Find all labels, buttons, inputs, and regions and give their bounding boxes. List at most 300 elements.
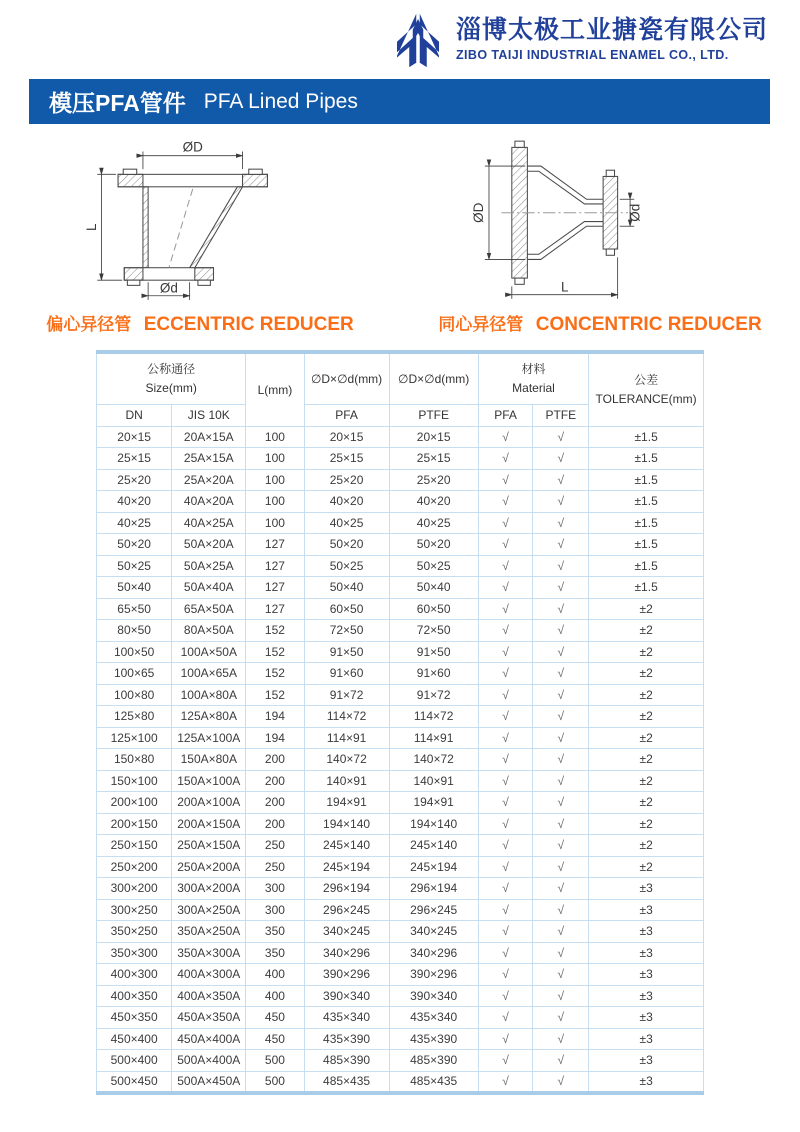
cell-ptfe-dim: 50×20 [389,534,478,556]
table-row [97,727,704,749]
header-sub-pfa-dim: PFA [304,404,389,426]
cell-tolerance: ±3 [589,878,704,900]
cell-ptfe-dim: 245×194 [389,856,478,878]
cell-dn: 400×350 [97,985,172,1007]
header-tolerance-en: TOLERANCE(mm) [595,391,697,406]
cell-dn: 500×450 [97,1071,172,1093]
cell-ptfe-check: √ [533,641,589,663]
cell-pfa-dim: 390×296 [304,964,389,986]
cell-pfa-check: √ [478,684,533,706]
cell-l: 450 [246,1028,304,1050]
header-sub-ptfe-mat: PTFE [533,404,589,426]
cell-ptfe-dim: 91×72 [389,684,478,706]
cell-dn: 80×50 [97,620,172,642]
cell-dn: 125×80 [97,706,172,728]
cell-pfa-dim: 20×15 [304,426,389,448]
cell-l: 194 [246,727,304,749]
cell-jis: 500A×450A [172,1071,246,1093]
cell-ptfe-check: √ [533,1028,589,1050]
cell-ptfe-check: √ [533,835,589,857]
cell-tolerance: ±2 [589,663,704,685]
cell-ptfe-check: √ [533,469,589,491]
cell-ptfe-check: √ [533,706,589,728]
cell-l: 100 [246,491,304,513]
cell-pfa-check: √ [478,856,533,878]
cell-pfa-check: √ [478,1050,533,1072]
cell-tolerance: ±2 [589,856,704,878]
cell-ptfe-check: √ [533,727,589,749]
cell-ptfe-dim: 91×60 [389,663,478,685]
cell-l: 350 [246,921,304,943]
cell-tolerance: ±2 [589,727,704,749]
cell-tolerance: ±1.5 [589,469,704,491]
cell-ptfe-check: √ [533,534,589,556]
cell-jis: 100A×65A [172,663,246,685]
cell-dn: 25×15 [97,448,172,470]
cell-dn: 250×150 [97,835,172,857]
cell-dn: 50×20 [97,534,172,556]
cell-pfa-dim: 194×91 [304,792,389,814]
cell-tolerance: ±1.5 [589,512,704,534]
cell-dn: 350×250 [97,921,172,943]
eccentric-dim-label-OD: ØD [182,139,203,155]
cell-tolerance: ±3 [589,985,704,1007]
cell-jis: 300A×250A [172,899,246,921]
cell-ptfe-dim: 60×50 [389,598,478,620]
concentric-dim-label-Od: Ød [627,203,643,222]
eccentric-caption [0,310,400,336]
table-row [97,749,704,771]
cell-tolerance: ±2 [589,749,704,771]
cell-jis: 50A×40A [172,577,246,599]
cell-pfa-check: √ [478,878,533,900]
cell-jis: 150A×80A [172,749,246,771]
concentric-dim-label-OD: ØD [470,202,486,223]
cell-jis: 50A×20A [172,534,246,556]
table-row [97,555,704,577]
concentric-caption-en: CONCENTRIC REDUCER [535,314,762,335]
taiji-peak-logo-icon [390,12,446,68]
cell-ptfe-dim: 194×91 [389,792,478,814]
table-row [97,491,704,513]
table-row [97,448,704,470]
cell-pfa-dim: 296×245 [304,899,389,921]
cell-ptfe-dim: 72×50 [389,620,478,642]
cell-tolerance: ±2 [589,706,704,728]
cell-ptfe-check: √ [533,491,589,513]
cell-l: 152 [246,684,304,706]
cell-dn: 50×25 [97,555,172,577]
cell-tolerance: ±2 [589,835,704,857]
cell-pfa-check: √ [478,706,533,728]
table-row [97,942,704,964]
cell-l: 350 [246,942,304,964]
company-name-en: ZIBO TAIJI INDUSTRIAL ENAMEL CO., LTD. [455,47,729,62]
cell-l: 152 [246,663,304,685]
header-size-group [97,352,246,404]
cell-pfa-dim: 485×435 [304,1071,389,1093]
cell-jis: 250A×200A [172,856,246,878]
drawings-row [0,134,800,306]
cell-tolerance: ±3 [589,899,704,921]
eccentric-dim-label-L: L [84,223,100,232]
size-table [96,350,704,1095]
cell-jis: 50A×25A [172,555,246,577]
cell-ptfe-check: √ [533,942,589,964]
cell-dn: 400×300 [97,964,172,986]
cell-dn: 100×80 [97,684,172,706]
cell-jis: 100A×50A [172,641,246,663]
eccentric-reducer-drawing [0,134,400,306]
cell-ptfe-dim: 390×340 [389,985,478,1007]
cell-pfa-check: √ [478,1028,533,1050]
table-row [97,921,704,943]
table-row [97,1007,704,1029]
cell-pfa-dim: 140×91 [304,770,389,792]
concentric-caption-cn: 同心异径管 [438,315,524,334]
cell-tolerance: ±1.5 [589,491,704,513]
cell-l: 200 [246,770,304,792]
cell-dn: 250×200 [97,856,172,878]
eccentric-caption-en: ECCENTRIC REDUCER [143,314,354,335]
cell-l: 127 [246,534,304,556]
table-row [97,813,704,835]
cell-pfa-check: √ [478,663,533,685]
cell-ptfe-check: √ [533,985,589,1007]
table-row [97,1071,704,1093]
cell-ptfe-check: √ [533,555,589,577]
cell-l: 450 [246,1007,304,1029]
cell-pfa-check: √ [478,813,533,835]
cell-pfa-check: √ [478,985,533,1007]
cell-ptfe-check: √ [533,770,589,792]
header-size-en: Size(mm) [145,380,197,395]
cell-dn: 65×50 [97,598,172,620]
cell-jis: 65A×50A [172,598,246,620]
cell-pfa-check: √ [478,469,533,491]
cell-ptfe-check: √ [533,1050,589,1072]
cell-pfa-dim: 91×72 [304,684,389,706]
cell-l: 127 [246,598,304,620]
cell-jis: 200A×150A [172,813,246,835]
cell-dn: 150×100 [97,770,172,792]
header-size-cn: 公称通径 [147,362,196,377]
cell-pfa-check: √ [478,770,533,792]
cell-jis: 500A×400A [172,1050,246,1072]
cell-l: 100 [246,512,304,534]
header-material-group [478,352,588,404]
cell-pfa-dim: 140×72 [304,749,389,771]
cell-tolerance: ±2 [589,684,704,706]
header-material-en: Material [512,380,555,395]
cell-ptfe-dim: 340×296 [389,942,478,964]
cell-l: 200 [246,813,304,835]
cell-pfa-dim: 114×72 [304,706,389,728]
cell-l: 100 [246,469,304,491]
header-sub-ptfe-dim: PTFE [389,404,478,426]
cell-ptfe-dim: 245×140 [389,835,478,857]
cell-pfa-check: √ [478,792,533,814]
cell-jis: 200A×100A [172,792,246,814]
cell-ptfe-dim: 91×50 [389,641,478,663]
cell-dn: 50×40 [97,577,172,599]
cell-ptfe-dim: 25×20 [389,469,478,491]
cell-l: 500 [246,1071,304,1093]
cell-pfa-check: √ [478,749,533,771]
cell-tolerance: ±1.5 [589,577,704,599]
cell-ptfe-check: √ [533,899,589,921]
cell-pfa-check: √ [478,448,533,470]
cell-jis: 350A×300A [172,942,246,964]
cell-tolerance: ±2 [589,770,704,792]
cell-ptfe-dim: 435×390 [389,1028,478,1050]
company-logo-block [390,12,768,68]
cell-l: 200 [246,792,304,814]
cell-l: 152 [246,641,304,663]
cell-ptfe-check: √ [533,878,589,900]
cell-l: 400 [246,964,304,986]
cell-jis: 100A×80A [172,684,246,706]
table-row [97,663,704,685]
cell-tolerance: ±2 [589,813,704,835]
cell-ptfe-check: √ [533,620,589,642]
cell-jis: 25A×20A [172,469,246,491]
cell-jis: 450A×400A [172,1028,246,1050]
cell-tolerance: ±3 [589,921,704,943]
cell-pfa-dim: 72×50 [304,620,389,642]
cell-pfa-dim: 60×50 [304,598,389,620]
header-dn: DN [97,404,172,426]
cell-tolerance: ±3 [589,1028,704,1050]
cell-l: 194 [246,706,304,728]
cell-ptfe-dim: 390×296 [389,964,478,986]
cell-pfa-check: √ [478,577,533,599]
cell-dn: 40×20 [97,491,172,513]
cell-l: 250 [246,835,304,857]
cell-jis: 80A×50A [172,620,246,642]
cell-ptfe-dim: 435×340 [389,1007,478,1029]
cell-dn: 200×100 [97,792,172,814]
header-material-cn: 材料 [521,362,546,377]
cell-pfa-check: √ [478,1007,533,1029]
cell-tolerance: ±1.5 [589,448,704,470]
concentric-dim-label-L: L [560,279,569,295]
concentric-reducer-drawing [400,134,800,306]
cell-dn: 20×15 [97,426,172,448]
table-row [97,770,704,792]
cell-ptfe-dim: 140×72 [389,749,478,771]
cell-jis: 25A×15A [172,448,246,470]
cell-pfa-check: √ [478,942,533,964]
cell-tolerance: ±2 [589,792,704,814]
cell-pfa-dim: 25×20 [304,469,389,491]
cell-pfa-check: √ [478,512,533,534]
cell-l: 300 [246,899,304,921]
cell-ptfe-check: √ [533,856,589,878]
cell-pfa-check: √ [478,921,533,943]
cell-pfa-check: √ [478,835,533,857]
cell-pfa-dim: 435×390 [304,1028,389,1050]
cell-ptfe-dim: 296×194 [389,878,478,900]
cell-jis: 250A×150A [172,835,246,857]
cell-jis: 125A×100A [172,727,246,749]
cell-tolerance: ±1.5 [589,555,704,577]
section-banner [29,79,770,124]
cell-pfa-check: √ [478,491,533,513]
concentric-caption [400,310,800,336]
cell-dn: 40×25 [97,512,172,534]
cell-ptfe-dim: 40×20 [389,491,478,513]
cell-ptfe-dim: 25×15 [389,448,478,470]
table-row [97,985,704,1007]
cell-pfa-dim: 40×25 [304,512,389,534]
header-tolerance [589,352,704,426]
cell-ptfe-check: √ [533,684,589,706]
cell-jis: 350A×250A [172,921,246,943]
table-row [97,684,704,706]
eccentric-caption-cn: 偏心异径管 [46,315,132,334]
cell-l: 400 [246,985,304,1007]
header-dd-pfa: ∅D×∅d(mm) [304,352,389,404]
cell-pfa-check: √ [478,1071,533,1093]
cell-ptfe-check: √ [533,448,589,470]
cell-pfa-check: √ [478,899,533,921]
cell-l: 300 [246,878,304,900]
cell-ptfe-dim: 340×245 [389,921,478,943]
cell-ptfe-check: √ [533,792,589,814]
cell-jis: 450A×350A [172,1007,246,1029]
table-row [97,598,704,620]
cell-ptfe-check: √ [533,1071,589,1093]
cell-pfa-dim: 50×20 [304,534,389,556]
cell-l: 152 [246,620,304,642]
cell-dn: 25×20 [97,469,172,491]
cell-ptfe-dim: 194×140 [389,813,478,835]
cell-dn: 200×150 [97,813,172,835]
cell-ptfe-dim: 140×91 [389,770,478,792]
table-row [97,878,704,900]
cell-ptfe-dim: 485×435 [389,1071,478,1093]
cell-l: 100 [246,426,304,448]
table-row [97,469,704,491]
cell-tolerance: ±1.5 [589,534,704,556]
cell-pfa-check: √ [478,598,533,620]
cell-dn: 500×400 [97,1050,172,1072]
cell-ptfe-check: √ [533,512,589,534]
header-tolerance-cn: 公差 [634,373,659,388]
cell-dn: 100×50 [97,641,172,663]
cell-dn: 100×65 [97,663,172,685]
table-row [97,835,704,857]
cell-ptfe-dim: 50×40 [389,577,478,599]
header-dd-ptfe: ∅D×∅d(mm) [389,352,478,404]
cell-ptfe-check: √ [533,663,589,685]
cell-pfa-check: √ [478,727,533,749]
cell-tolerance: ±2 [589,620,704,642]
cell-tolerance: ±2 [589,598,704,620]
company-name-cn: 淄博太极工业搪瓷有限公司 [455,16,768,45]
banner-title-en: PFA Lined Pipes [203,89,358,113]
cell-pfa-check: √ [478,620,533,642]
cell-jis: 150A×100A [172,770,246,792]
table-row [97,964,704,986]
cell-l: 127 [246,555,304,577]
cell-dn: 300×200 [97,878,172,900]
cell-tolerance: ±3 [589,1007,704,1029]
cell-ptfe-check: √ [533,1007,589,1029]
table-row [97,1028,704,1050]
cell-dn: 450×350 [97,1007,172,1029]
cell-pfa-check: √ [478,555,533,577]
cell-pfa-dim: 50×25 [304,555,389,577]
cell-dn: 450×400 [97,1028,172,1050]
table-row [97,426,704,448]
cell-pfa-check: √ [478,426,533,448]
cell-l: 100 [246,448,304,470]
cell-dn: 300×250 [97,899,172,921]
cell-ptfe-dim: 50×25 [389,555,478,577]
cell-jis: 40A×25A [172,512,246,534]
cell-pfa-dim: 296×194 [304,878,389,900]
table-row [97,1050,704,1072]
drawing-captions [0,310,800,336]
cell-pfa-dim: 245×140 [304,835,389,857]
table-row [97,512,704,534]
cell-ptfe-dim: 40×25 [389,512,478,534]
cell-pfa-dim: 50×40 [304,577,389,599]
cell-jis: 20A×15A [172,426,246,448]
cell-ptfe-check: √ [533,598,589,620]
cell-ptfe-check: √ [533,426,589,448]
cell-ptfe-dim: 20×15 [389,426,478,448]
cell-ptfe-check: √ [533,813,589,835]
table-row [97,641,704,663]
cell-ptfe-check: √ [533,964,589,986]
cell-pfa-dim: 340×245 [304,921,389,943]
cell-l: 200 [246,749,304,771]
cell-jis: 40A×20A [172,491,246,513]
cell-pfa-dim: 485×390 [304,1050,389,1072]
cell-pfa-dim: 40×20 [304,491,389,513]
cell-pfa-dim: 91×60 [304,663,389,685]
cell-dn: 350×300 [97,942,172,964]
cell-pfa-dim: 114×91 [304,727,389,749]
cell-tolerance: ±2 [589,641,704,663]
cell-pfa-dim: 91×50 [304,641,389,663]
eccentric-dim-label-Od: Ød [159,280,178,296]
size-table-wrap [96,350,704,1095]
cell-dn: 150×80 [97,749,172,771]
cell-l: 250 [246,856,304,878]
page-header [0,0,800,79]
cell-jis: 125A×80A [172,706,246,728]
table-row [97,620,704,642]
cell-ptfe-check: √ [533,749,589,771]
cell-jis: 400A×300A [172,964,246,986]
cell-dn: 125×100 [97,727,172,749]
table-row [97,534,704,556]
cell-ptfe-dim: 114×91 [389,727,478,749]
cell-jis: 400A×350A [172,985,246,1007]
cell-pfa-dim: 435×340 [304,1007,389,1029]
cell-l: 127 [246,577,304,599]
header-sub-pfa-mat: PFA [478,404,533,426]
table-row [97,577,704,599]
cell-tolerance: ±3 [589,1050,704,1072]
table-row [97,856,704,878]
size-table-body [97,426,704,1093]
table-row [97,792,704,814]
